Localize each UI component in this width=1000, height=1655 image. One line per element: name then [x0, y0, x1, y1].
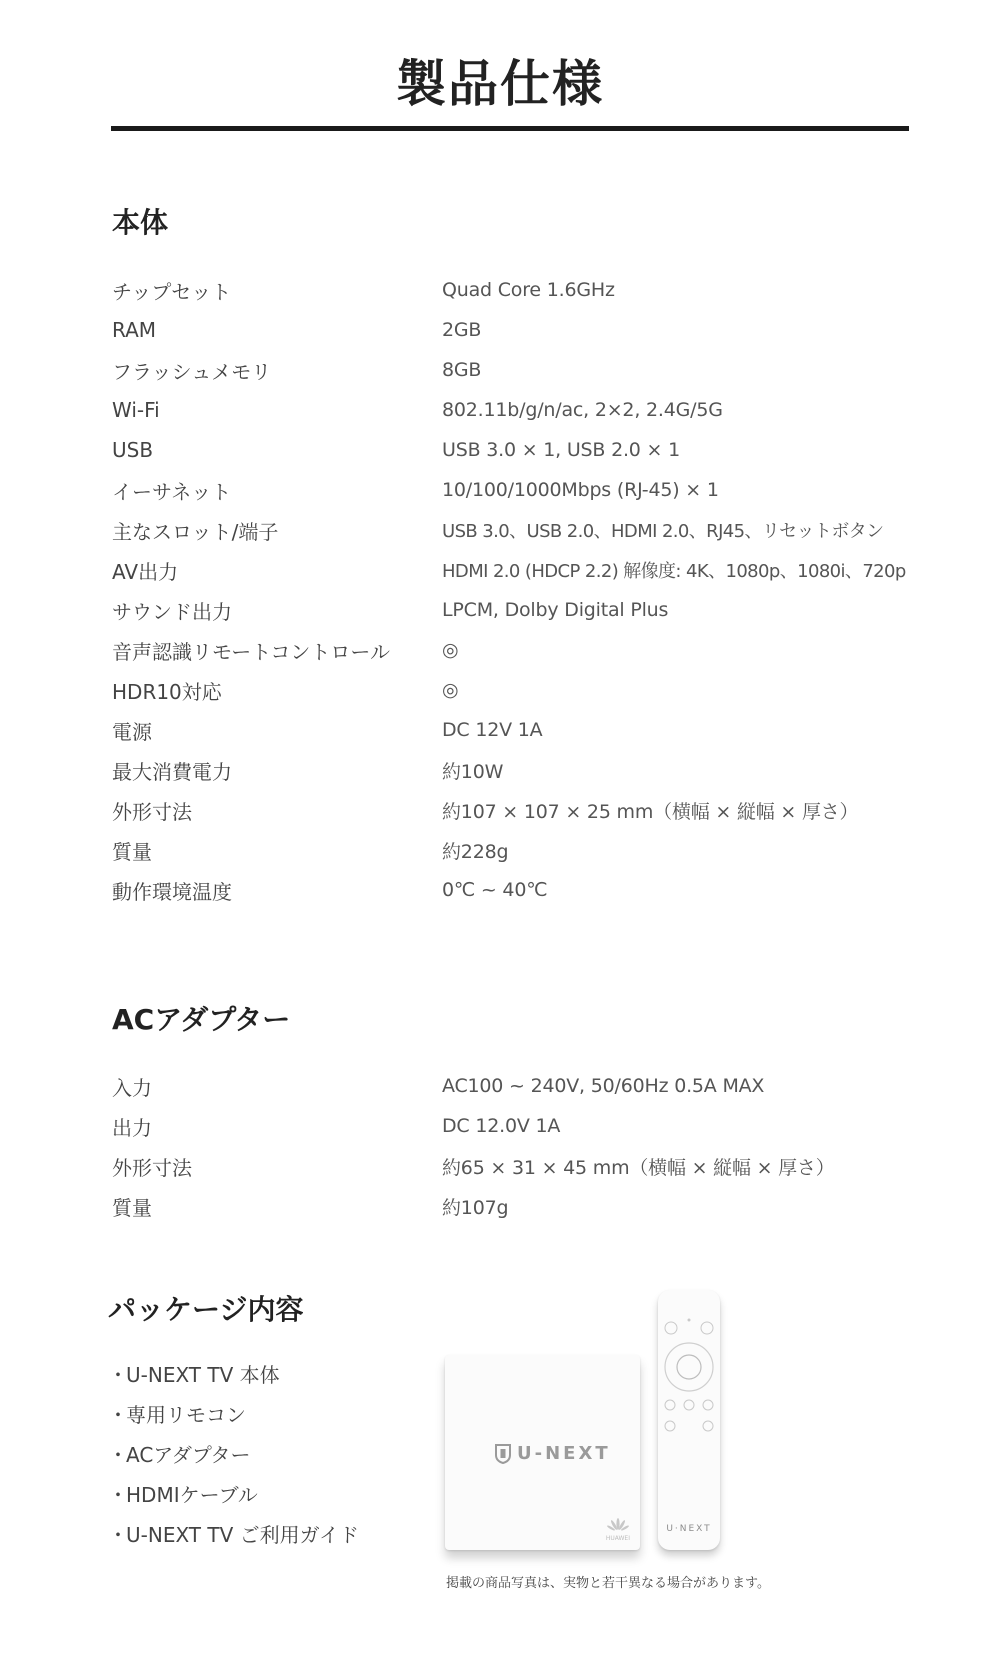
spec-label: 外形寸法 — [112, 1155, 192, 1180]
package-item-label: ACアダプター — [126, 1443, 251, 1467]
bullet: ・ — [108, 1443, 128, 1467]
spec-value: HDMI 2.0 (HDCP 2.2) 解像度: 4K、1080p、1080i、720p — [442, 561, 906, 582]
spec-label: 最大消費電力 — [112, 759, 232, 784]
bullet: ・ — [108, 1363, 128, 1387]
spec-row — [112, 870, 932, 910]
spec-label: HDR10対応 — [112, 679, 222, 704]
main-unit-spec-table — [112, 270, 932, 910]
spec-label: Wi-Fi — [112, 398, 160, 422]
spec-row — [112, 350, 932, 390]
spec-value: 8GB — [442, 359, 482, 381]
spec-row — [112, 430, 932, 470]
list-item — [108, 1435, 428, 1475]
spec-row — [112, 270, 932, 310]
spec-value: USB 3.0 × 1, USB 2.0 × 1 — [442, 439, 680, 461]
spec-label: RAM — [112, 318, 157, 342]
spec-row — [112, 510, 932, 550]
list-item — [108, 1515, 428, 1555]
spec-row — [112, 1186, 932, 1226]
spec-value: Quad Core 1.6GHz — [442, 279, 615, 301]
spec-value: ◎ — [442, 679, 459, 701]
remote-logo: U·NEXT — [666, 1524, 712, 1534]
spec-label: 質量 — [112, 1195, 152, 1220]
ac-adapter-heading: ACアダプター — [112, 1003, 291, 1036]
spec-value: 約10W — [442, 760, 504, 783]
list-item — [108, 1355, 428, 1395]
spec-label: 外形寸法 — [112, 799, 192, 824]
spec-row — [112, 790, 932, 830]
spec-label: 質量 — [112, 839, 152, 864]
spec-row — [112, 750, 932, 790]
package-heading: パッケージ内容 — [108, 1293, 304, 1326]
spec-value: DC 12.0V 1A — [442, 1115, 561, 1137]
bullet: ・ — [108, 1403, 128, 1427]
huawei-flower-icon — [607, 1517, 629, 1533]
spec-value: 0℃ ~ 40℃ — [442, 879, 548, 901]
spec-value: ◎ — [442, 639, 459, 661]
spec-row — [112, 1066, 932, 1106]
list-item — [108, 1395, 428, 1435]
set-top-box — [445, 1355, 640, 1550]
package-item-label: HDMIケーブル — [126, 1483, 258, 1507]
spec-row — [112, 670, 932, 710]
spec-value: DC 12V 1A — [442, 719, 543, 741]
set-top-box-logo-text: U-NEXT — [517, 1443, 611, 1464]
spec-label: USB — [112, 438, 154, 462]
spec-row — [112, 1146, 932, 1186]
spec-value: 約65 × 31 × 45 mm（横幅 × 縦幅 × 厚さ） — [442, 1156, 835, 1179]
spec-value: 2GB — [442, 319, 482, 341]
spec-value: AC100 ~ 240V, 50/60Hz 0.5A MAX — [442, 1075, 765, 1097]
bullet: ・ — [108, 1523, 128, 1547]
spec-value: 約228g — [442, 840, 509, 863]
spec-row — [112, 470, 932, 510]
spec-label: 出力 — [112, 1115, 152, 1140]
spec-row — [112, 550, 932, 590]
spec-row — [112, 830, 932, 870]
main-unit-heading: 本体 — [112, 206, 169, 239]
spec-label: サウンド出力 — [112, 599, 232, 624]
spec-row — [112, 710, 932, 750]
spec-value: 約107g — [442, 1196, 509, 1219]
spec-value: USB 3.0、USB 2.0、HDMI 2.0、RJ45、リセットボタン — [442, 521, 884, 542]
package-item-label: U-NEXT TV ご利用ガイド — [126, 1523, 360, 1547]
spec-value: 約107 × 107 × 25 mm（横幅 × 縦幅 × 厚さ） — [442, 800, 859, 823]
spec-row — [112, 390, 932, 430]
bullet: ・ — [108, 1483, 128, 1507]
spec-label: 動作環境温度 — [112, 879, 232, 904]
package-list — [108, 1355, 428, 1555]
spec-value: LPCM, Dolby Digital Plus — [442, 599, 669, 621]
photo-caption: 掲載の商品写真は、実物と若干異なる場合があります。 — [446, 1576, 770, 1591]
list-item — [108, 1475, 428, 1515]
page-title: 製品仕様 — [396, 55, 604, 113]
huawei-logo — [606, 1517, 630, 1542]
shield-icon — [495, 1444, 511, 1464]
package-item-label: 専用リモコン — [126, 1403, 246, 1427]
spec-label: AV出力 — [112, 559, 179, 584]
spec-label: フラッシュメモリ — [112, 359, 272, 384]
ac-adapter-spec-table — [112, 1066, 932, 1226]
set-top-box-logo — [495, 1443, 611, 1464]
spec-label: 主なスロット/端子 — [112, 519, 279, 544]
spec-label: 音声認識リモートコントロール — [112, 639, 390, 664]
spec-label: イーサネット — [112, 479, 232, 504]
spec-label: チップセット — [112, 279, 232, 304]
spec-row — [112, 1106, 932, 1146]
spec-value: 10/100/1000Mbps (RJ-45) × 1 — [442, 479, 719, 501]
spec-value: 802.11b/g/n/ac, 2×2, 2.4G/5G — [442, 399, 723, 421]
spec-row — [112, 590, 932, 630]
huawei-logo-text: HUAWEI — [605, 1535, 630, 1542]
spec-label: 入力 — [112, 1075, 152, 1100]
spec-row — [112, 310, 932, 350]
title-divider — [111, 126, 909, 131]
remote-buttons — [658, 1298, 720, 1448]
spec-label: 電源 — [112, 719, 152, 744]
remote-control — [658, 1290, 720, 1550]
product-photo — [440, 1290, 740, 1560]
spec-row — [112, 630, 932, 670]
package-item-label: U-NEXT TV 本体 — [126, 1363, 280, 1387]
